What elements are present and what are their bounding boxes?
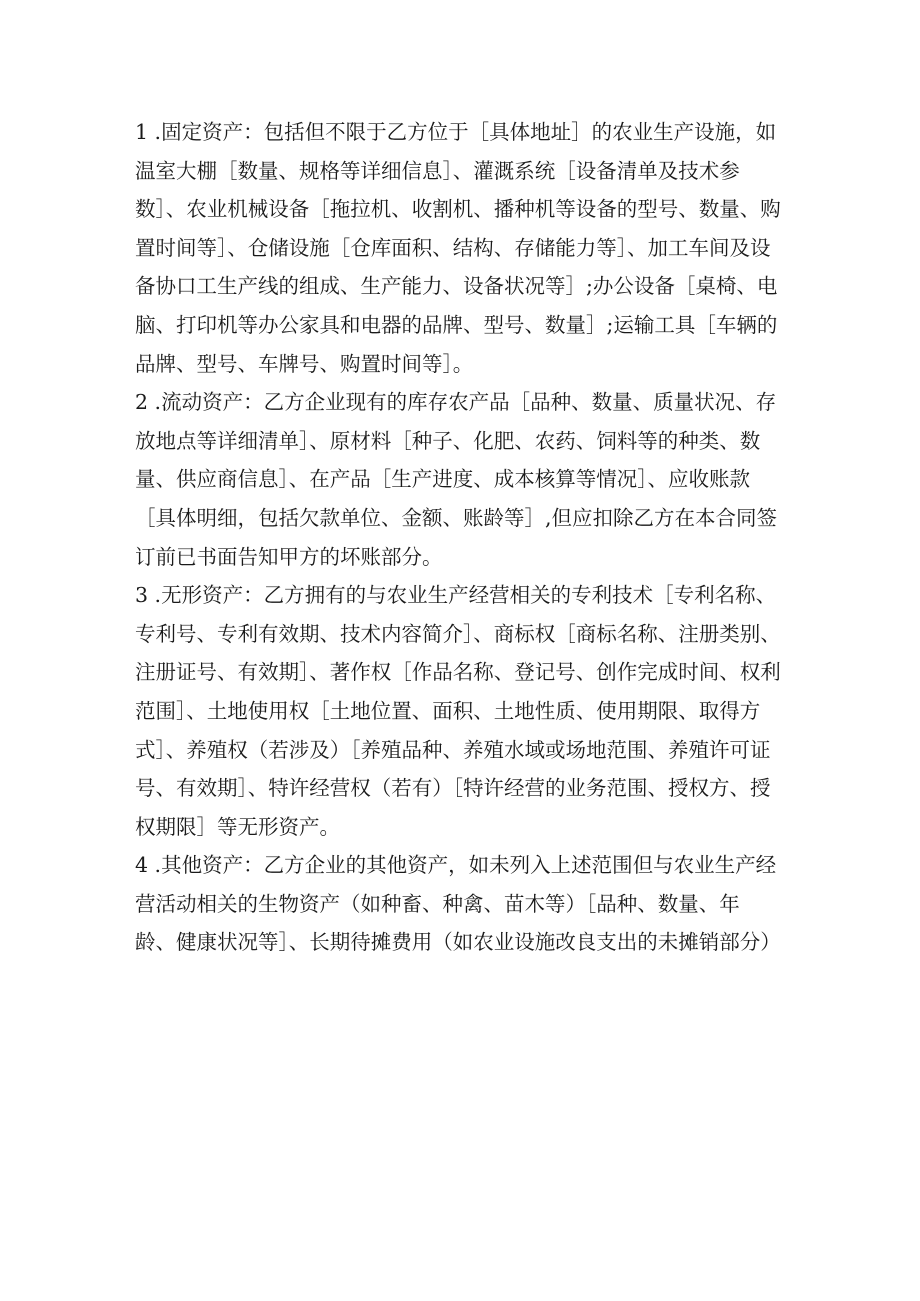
text-line: 2 .流动资产：乙方企业现有的库存农产品［品种、数量、质量状况、存 [135, 390, 777, 415]
text-line: 专利号、专利有效期、技术内容简介］、商标权［商标名称、注册类别、 [135, 621, 781, 646]
text-line: 数］、农业机械设备［拖拉机、收割机、播种机等设备的型号、数量、购 [135, 197, 781, 222]
text-line: 温室大棚［数量、规格等详细信息］、灌溉系统［设备清单及技术参 [135, 158, 740, 183]
document-body [135, 113, 785, 962]
text-line: 放地点等详细清单］、原材料［种子、化肥、农药、饲料等的种类、数 [135, 428, 761, 453]
text-line: 号、有效期］、特许经营权（若有）［特许经营的业务范围、授权方、授 [135, 776, 771, 801]
paragraph-intangible-assets [135, 576, 785, 846]
text-line: 4 .其他资产：乙方企业的其他资产，如未列入上述范围但与农业生产经 [135, 853, 777, 878]
text-line: 龄、健康状况等］、长期待摊费用（如农业设施改良支出的未摊销部分） [135, 930, 781, 955]
text-line: 备协口工生产线的组成、生产能力、设备状况等］;办公设备［桌椅、电 [135, 274, 778, 299]
text-line: 范围］、土地使用权［土地位置、面积、土地性质、使用期限、取得方 [135, 698, 761, 723]
paragraph-fixed-assets [135, 113, 785, 383]
text-line: 注册证号、有效期］、著作权［作品名称、登记号、创作完成时间、权利 [135, 660, 781, 685]
text-line: 营活动相关的生物资产（如种畜、种禽、苗木等）［品种、数量、年 [135, 891, 740, 916]
text-line: 1 .固定资产：包括但不限于乙方位于［具体地址］的农业生产设施，如 [135, 120, 777, 144]
paragraph-current-assets [135, 383, 785, 576]
text-line: 量、供应商信息］、在产品［生产进度、成本核算等情况］、应收账款 [135, 467, 750, 492]
text-line: ［具体明细，包括欠款单位、金额、账龄等］,但应扣除乙方在本合同签 [135, 505, 778, 530]
text-line: 权期限］等无形资产。 [135, 814, 340, 839]
text-line: 脑、打印机等办公家具和电器的品牌、型号、数量］;运输工具［车辆的 [135, 312, 778, 337]
text-line: 置时间等］、仓储设施［仓库面积、结构、存储能力等］、加工车间及设 [135, 235, 771, 260]
text-line: 品牌、型号、车牌号、购置时间等］。 [135, 351, 474, 376]
text-line: 订前已书面告知甲方的坏账部分。 [135, 544, 443, 569]
text-line: 3 .无形资产：乙方拥有的与农业生产经营相关的专利技术［专利名称、 [135, 583, 777, 608]
paragraph-other-assets [135, 846, 785, 962]
text-line: 式］、养殖权（若涉及）［养殖品种、养殖水域或场地范围、养殖许可证 [135, 737, 771, 762]
